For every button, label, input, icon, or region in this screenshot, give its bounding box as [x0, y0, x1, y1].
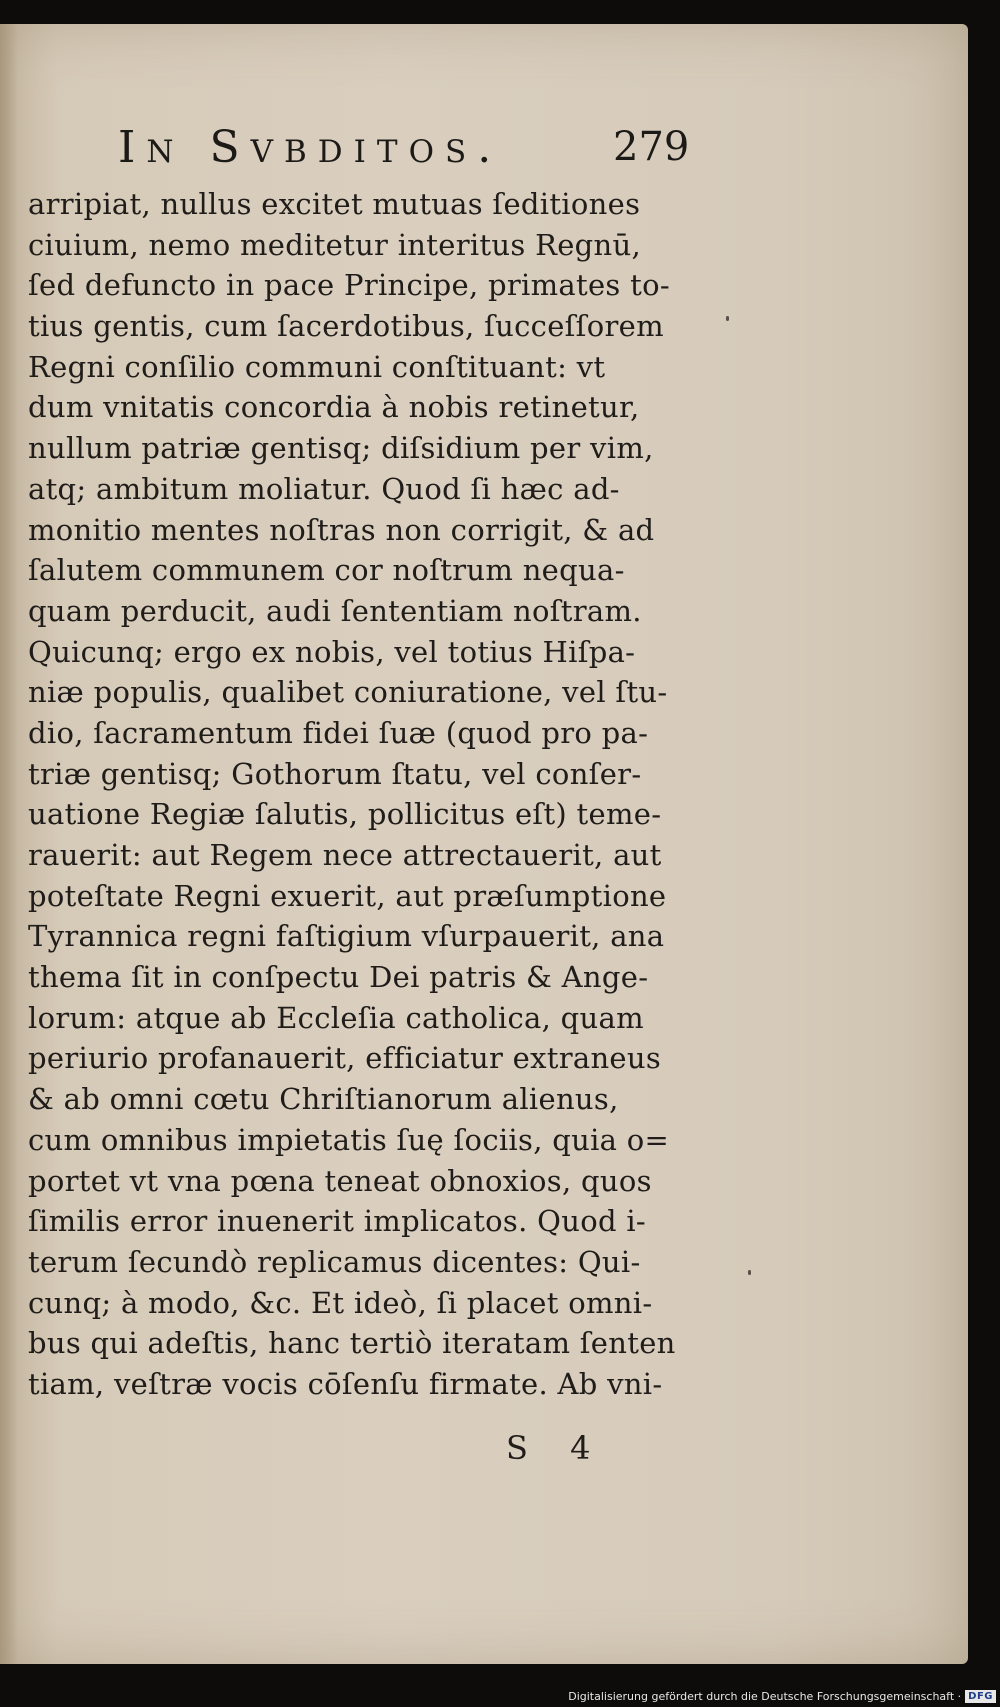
text-line: niæ populis, qualibet coniuratione, vel ſtu-	[28, 675, 668, 710]
page-number: 279	[613, 124, 690, 170]
text-line: Tyrannica regni faſtigium vſurpauerit, ana	[28, 919, 665, 954]
running-head	[118, 112, 698, 186]
text-line: nullum patriæ gentisq; diſsidium per vim,	[28, 431, 654, 466]
dfg-logo-icon: DFG	[965, 1690, 996, 1703]
text-line: cunq; à modo, &c. Et ideò, ſi placet omni-	[28, 1285, 653, 1320]
text-line: triæ gentisq; Gothorum ſtatu, vel conſer-	[28, 756, 642, 791]
book-page	[0, 24, 968, 1664]
text-line: terum ſecundò replicamus dicentes: Qui-	[28, 1244, 641, 1279]
text-line: lorum: atque ab Eccleſia catholica, quam	[28, 1000, 644, 1035]
paper-speck	[748, 1270, 751, 1275]
text-line: cum omnibus impietatis ſuę ſociis, quia o=	[28, 1122, 670, 1157]
text-line: Regni conſilio communi conſtituant: vt	[28, 349, 606, 384]
paper-speck	[726, 316, 729, 321]
text-line: & ab omni cœtu Chriſtianorum alienus,	[28, 1082, 619, 1117]
text-line: ſed defuncto in pace Principe, primates to-	[28, 268, 670, 303]
text-line: periurio profanauerit, efficiatur extraneus	[28, 1041, 662, 1076]
text-line: rauerit: aut Regem nece attrectauerit, aut	[28, 838, 662, 872]
text-line: poteſtate Regni exuerit, aut præſumptione	[28, 878, 667, 913]
running-head-title: In Svbditos.	[118, 122, 503, 173]
text-line: monitio mentes noſtras non corrigit, & ad	[28, 512, 655, 547]
text-line: tiam, veſtræ vocis cōſenſu firmate. Ab vni-	[28, 1366, 663, 1401]
text-line: arripiat, nullus excitet mutuas ſeditiones	[28, 187, 641, 221]
text-line: quam perducit, audi ſententiam noſtram.	[28, 593, 642, 628]
text-line: bus qui adeſtis, hanc tertiò iteratam ſenten	[28, 1326, 676, 1361]
text-line: tius gentis, cum ſacerdotibus, ſucceſſorem	[28, 309, 664, 344]
text-line: ſalutem communem cor noſtrum nequa-	[28, 553, 625, 588]
text-line: ciuium, nemo meditetur interitus Regnū,	[28, 227, 641, 262]
text-line: ſimilis error inuenerit implicatos. Quod i-	[28, 1204, 647, 1239]
text-line: uatione Regiæ ſalutis, pollicitus eſt) teme-	[28, 797, 662, 832]
body-text	[28, 184, 708, 1405]
text-line: thema ſit in conſpectu Dei patris & Ange-	[28, 960, 649, 995]
text-line: dio, ſacramentum fidei ſuæ (quod pro pa-	[28, 715, 649, 750]
text-line: dum vnitatis concordia à nobis retinetur,	[28, 390, 640, 425]
text-line: Quicunq; ergo ex nobis, vel totius Hiſpa-	[28, 634, 636, 669]
text-line: portet vt vna pœna teneat obnoxios, quos	[28, 1163, 652, 1198]
page-gutter-shadow	[0, 24, 18, 1664]
footer-text: Digitalisierung gefördert durch die Deutsche Forschungsgemeinschaft ·	[568, 1689, 962, 1703]
digitization-footer	[568, 1687, 996, 1705]
signature-mark: S 4	[506, 1429, 607, 1467]
text-line: atq; ambitum moliatur. Quod ſi hæc ad-	[28, 471, 620, 506]
